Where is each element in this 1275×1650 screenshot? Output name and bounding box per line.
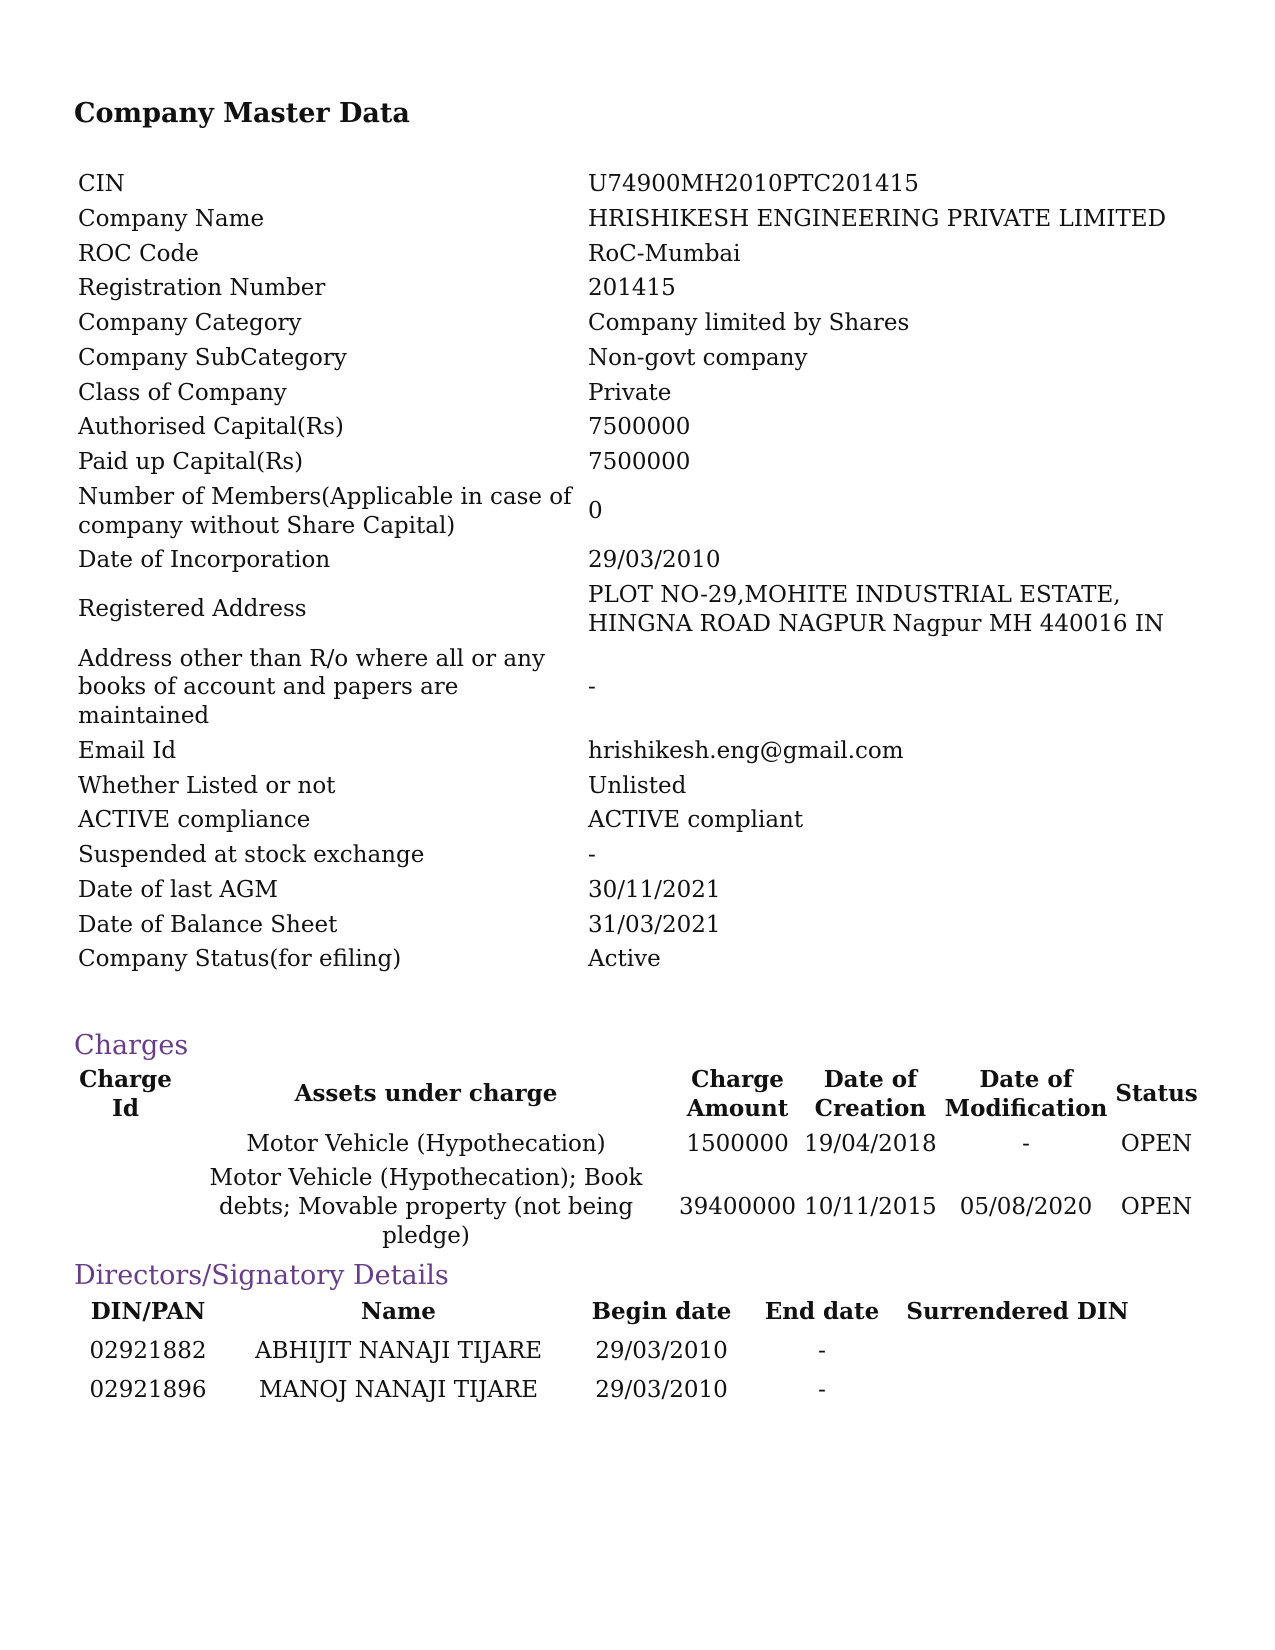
surrendered-din-cell — [896, 1371, 1139, 1410]
amount-cell: 39400000 — [679, 1194, 797, 1220]
charges-table — [74, 1063, 1202, 1254]
din-cell: 02921896 — [89, 1376, 207, 1403]
assets-cell: Motor Vehicle (Hypothecation); Book debts; Movable property (not being pledge) — [209, 1165, 643, 1249]
field-value: 0 — [588, 498, 603, 525]
table-row — [74, 410, 1192, 445]
field-value: 201415 — [588, 275, 676, 302]
field-value: RoC-Mumbai — [588, 240, 741, 267]
table-row — [74, 642, 1192, 734]
column-header: Date of Modification — [944, 1066, 1108, 1122]
field-label: Email Id — [78, 737, 177, 764]
directors-heading: Directors/Signatory Details — [74, 1260, 449, 1291]
field-value: U74900MH2010PTC201415 — [588, 171, 919, 197]
director-name-cell: MANOJ NANAJI TIJARE — [258, 1376, 539, 1403]
master-data-table — [74, 167, 1192, 977]
field-value: Company limited by Shares — [588, 310, 910, 336]
table-row — [74, 1332, 1139, 1371]
begin-date-cell: 29/03/2010 — [595, 1337, 728, 1364]
begin-date-cell: 29/03/2010 — [595, 1376, 728, 1403]
table-row — [74, 480, 1192, 544]
table-row — [74, 803, 1192, 838]
table-row — [74, 341, 1192, 376]
field-value: - — [588, 842, 596, 868]
table-header-row — [74, 1293, 1139, 1332]
table-row — [74, 578, 1192, 642]
field-value: 7500000 — [588, 414, 691, 441]
table-row — [74, 838, 1192, 873]
field-value: Private — [588, 379, 672, 406]
charge-id-cell — [74, 1161, 177, 1253]
field-value: Active — [588, 946, 661, 973]
charge-id-cell — [74, 1127, 177, 1162]
table-row — [74, 543, 1192, 578]
column-header: End date — [764, 1298, 880, 1325]
page-title: Company Master Data — [74, 98, 410, 129]
field-value: - — [588, 674, 596, 701]
column-header: Charge Id — [79, 1066, 172, 1122]
field-label: Class of Company — [78, 379, 287, 406]
field-value: ACTIVE compliant — [588, 807, 804, 834]
field-label: Company Status(for efiling) — [78, 946, 402, 973]
field-label: Company SubCategory — [78, 344, 347, 371]
column-header: Charge Amount — [686, 1066, 789, 1122]
field-label: Company Category — [78, 310, 302, 336]
field-label: Suspended at stock exchange — [78, 842, 425, 868]
column-header: Date of Creation — [814, 1066, 927, 1122]
table-row — [74, 1161, 1202, 1253]
creation-date-cell: 10/11/2015 — [804, 1194, 937, 1220]
field-value: hrishikesh.eng@gmail.com — [588, 737, 904, 764]
table-row — [74, 873, 1192, 908]
status-cell: OPEN — [1120, 1130, 1193, 1157]
column-header: DIN/PAN — [90, 1298, 206, 1325]
field-label: ACTIVE compliance — [78, 807, 311, 834]
table-row — [74, 445, 1192, 480]
table-row — [74, 306, 1192, 341]
charges-heading: Charges — [74, 1030, 189, 1061]
column-header: Name — [361, 1298, 436, 1325]
field-label: Date of Incorporation — [78, 547, 331, 574]
field-value: 7500000 — [588, 449, 691, 475]
column-header: Assets under charge — [294, 1080, 558, 1108]
field-label: Registered Address — [78, 596, 307, 623]
field-label: CIN — [78, 171, 125, 197]
field-label: Date of Balance Sheet — [78, 911, 338, 938]
field-value: HRISHIKESH ENGINEERING PRIVATE LIMITED — [588, 205, 1167, 232]
status-cell: OPEN — [1120, 1194, 1193, 1220]
field-label: Registration Number — [78, 275, 326, 302]
surrendered-din-cell — [896, 1332, 1139, 1371]
field-label: Address other than R/o where all or any books of account and papers are maintained — [78, 645, 545, 729]
field-label: ROC Code — [78, 240, 199, 267]
table-row — [74, 769, 1192, 804]
table-row — [74, 167, 1192, 202]
table-row — [74, 734, 1192, 769]
table-row — [74, 271, 1192, 306]
table-row — [74, 1371, 1139, 1410]
field-value: 29/03/2010 — [588, 547, 721, 574]
modification-date-cell: - — [1022, 1130, 1030, 1157]
table-row — [74, 202, 1192, 237]
directors-table — [74, 1293, 1139, 1409]
field-value: PLOT NO-29,MOHITE INDUSTRIAL ESTATE, HINGNA ROAD NAGPUR Nagpur MH 440016 IN — [588, 582, 1165, 637]
modification-date-cell: 05/08/2020 — [959, 1194, 1093, 1220]
field-label: Company Name — [78, 205, 265, 232]
table-row — [74, 908, 1192, 943]
table-row — [74, 1127, 1202, 1162]
field-label: Number of Members(Applicable in case of company without Share Capital) — [78, 483, 572, 539]
end-date-cell: - — [818, 1376, 826, 1403]
field-label: Paid up Capital(Rs) — [78, 449, 304, 475]
field-value: Unlisted — [588, 772, 687, 799]
table-row — [74, 376, 1192, 411]
column-header: Begin date — [591, 1298, 732, 1325]
field-value: Non-govt company — [588, 344, 808, 371]
table-row — [74, 942, 1192, 977]
director-name-cell: ABHIJIT NANAJI TIJARE — [254, 1337, 543, 1364]
din-cell: 02921882 — [89, 1337, 207, 1364]
field-label: Whether Listed or not — [78, 772, 336, 799]
column-header: Surrendered DIN — [906, 1298, 1129, 1325]
table-row — [74, 237, 1192, 272]
end-date-cell: - — [818, 1337, 826, 1364]
amount-cell: 1500000 — [686, 1130, 789, 1157]
field-label: Authorised Capital(Rs) — [78, 414, 344, 441]
field-label: Date of last AGM — [78, 876, 278, 903]
assets-cell: Motor Vehicle (Hypothecation) — [246, 1130, 606, 1157]
field-value: 31/03/2021 — [588, 911, 721, 938]
creation-date-cell: 19/04/2018 — [804, 1130, 937, 1157]
table-header-row — [74, 1063, 1202, 1127]
field-value: 30/11/2021 — [588, 876, 721, 903]
column-header: Status — [1115, 1080, 1198, 1108]
